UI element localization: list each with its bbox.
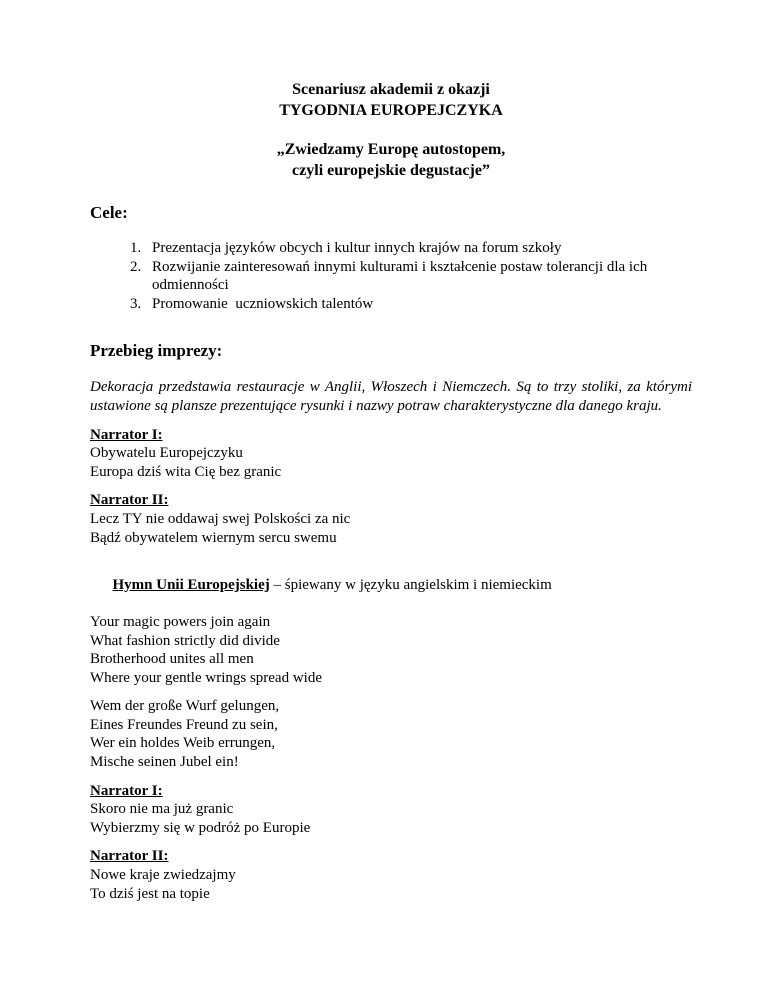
hymn-line-de: Mische seinen Jubel ein! bbox=[90, 754, 239, 771]
hymn-line-en: Where your gentle wrings spread wide bbox=[90, 669, 323, 686]
doc-title-line-2: TYGODNIA EUROPEJCZYKA bbox=[279, 102, 503, 119]
hymn-line-de: Wem der große Wurf gelungen, bbox=[90, 698, 280, 715]
hymn-block bbox=[90, 557, 692, 687]
stage-directions: Dekoracja przedstawia restauracje w Anglii, Włoszech i Niemczech. Są to trzy stoliki, za którymi ustawione są plansze prezentujące rysunki i nazwy potraw charakterystyczne dla danego kraju. bbox=[90, 379, 692, 414]
goal-item bbox=[90, 239, 692, 258]
hymn-label-suffix: – śpiewany w języku angielskim i niemieckim bbox=[269, 576, 552, 593]
hymn-line-en: Brotherhood unites all men bbox=[90, 651, 254, 668]
script-line: To dziś jest na topie bbox=[90, 885, 210, 902]
goal-text: Prezentacja języków obcych i kultur innych krajów na forum szkoły bbox=[152, 240, 562, 256]
doc-subtitle-line-2: czyli europejskie degustacje” bbox=[292, 162, 490, 179]
narrator-label: Narrator I: bbox=[90, 782, 163, 799]
hymn-label: Hymn Unii Europejskiej bbox=[112, 576, 270, 593]
doc-subtitle-line-1: „Zwiedzamy Europę autostopem, bbox=[276, 141, 506, 158]
hymn-line-en: Your magic powers join again bbox=[90, 613, 271, 630]
script-line: Wybierzmy się w podróż po Europie bbox=[90, 819, 311, 836]
narrator-label: Narrator I: bbox=[90, 426, 163, 443]
script-line: Europa dziś wita Cię bez granic bbox=[90, 463, 282, 480]
hymn-line-de: Wer ein holdes Weib errungen, bbox=[90, 735, 276, 752]
goal-number: 3. bbox=[130, 295, 142, 312]
hymn-line-de: Eines Freundes Freund zu sein, bbox=[90, 716, 278, 733]
hymn-line-en: What fashion strictly did divide bbox=[90, 632, 280, 649]
narrator-block-4 bbox=[90, 847, 692, 903]
doc-title-line-1: Scenariusz akademii z okazji bbox=[292, 81, 490, 98]
goal-number: 1. bbox=[130, 240, 142, 256]
script-line: Nowe kraje zwiedzajmy bbox=[90, 867, 236, 884]
script-line: Bądź obywatelem wiernym sercu swemu bbox=[90, 529, 337, 546]
hymn-verse-de bbox=[90, 697, 692, 771]
goals-heading: Cele: bbox=[90, 203, 128, 222]
goals-list bbox=[90, 239, 692, 313]
narrator-label: Narrator II: bbox=[90, 492, 169, 509]
script-line: Lecz TY nie oddawaj swej Polskości za nic bbox=[90, 510, 351, 527]
doc-header bbox=[90, 79, 692, 181]
script-line: Obywatelu Europejczyku bbox=[90, 445, 243, 462]
goal-number: 2. bbox=[130, 258, 142, 275]
doc-title bbox=[90, 79, 692, 121]
goal-item bbox=[90, 258, 692, 295]
narrator-block-3 bbox=[90, 782, 692, 838]
goal-text: Rozwijanie zainteresowań innymi kulturami i kształcenie postaw tolerancji dla ich odmienności bbox=[152, 258, 652, 294]
program-heading: Przebieg imprezy: bbox=[90, 341, 223, 361]
script-line: Skoro nie ma już granic bbox=[90, 801, 234, 818]
narrator-block-2 bbox=[90, 491, 692, 547]
goal-item bbox=[90, 295, 692, 314]
goal-text: Promowanie uczniowskich talentów bbox=[152, 295, 374, 312]
narrator-label: Narrator II: bbox=[90, 848, 169, 865]
doc-subtitle bbox=[90, 139, 692, 181]
narrator-block-1 bbox=[90, 426, 692, 482]
